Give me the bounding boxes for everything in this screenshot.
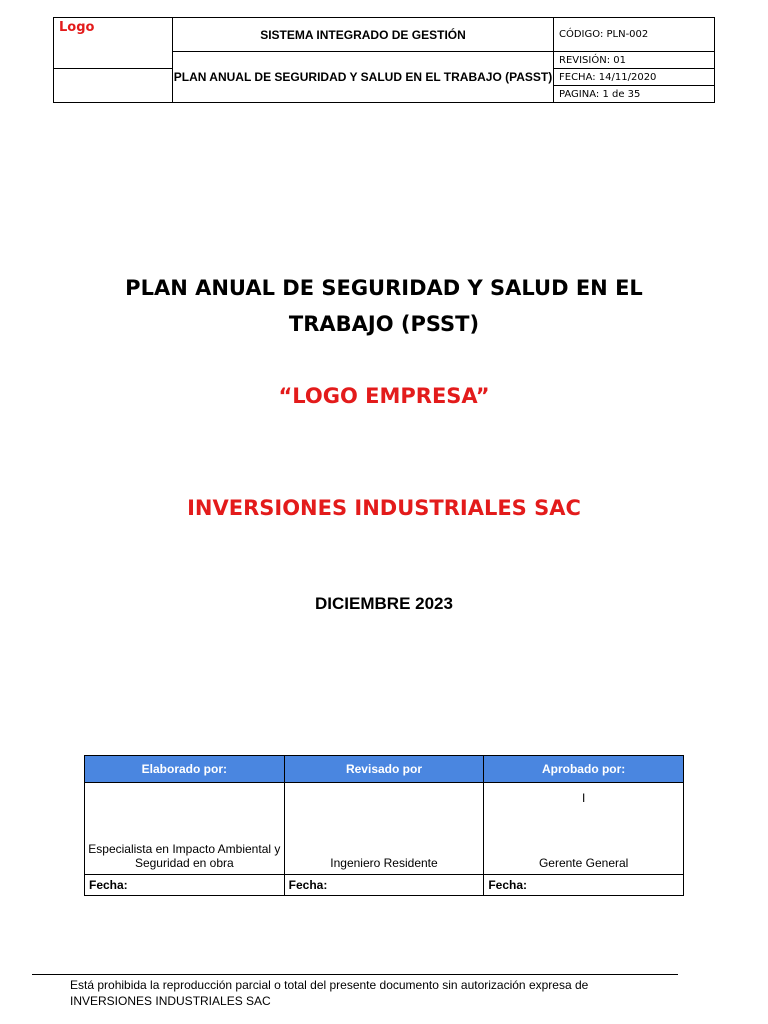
logo-cell-lower <box>54 69 173 103</box>
header-revisado: Revisado por <box>284 756 484 783</box>
signature-mark: I <box>581 791 586 805</box>
fecha-elaborado: Fecha: <box>85 875 285 896</box>
signature-table <box>84 755 684 896</box>
title-line-1: PLAN ANUAL DE SEGURIDAD Y SALUD EN EL <box>125 276 643 300</box>
plan-title-header: PLAN ANUAL DE SEGURIDAD Y SALUD EN EL TRABAJO (PASST) <box>173 52 554 103</box>
title-line-2: TRABAJO (PSST) <box>288 312 480 336</box>
role-elaborado: Especialista en Impacto Ambiental y Seguridad en obra <box>85 783 285 875</box>
role-revisado: Ingeniero Residente <box>284 783 484 875</box>
logo-cell <box>54 18 173 69</box>
document-code: CÓDIGO: PLN-002 <box>554 18 715 52</box>
logo: Logo <box>59 20 95 35</box>
approver-cell <box>484 783 684 875</box>
logo-placeholder: “LOGO EMPRESA” <box>278 384 490 408</box>
footer-notice <box>70 977 720 1009</box>
document-revision: REVISIÓN: 01 <box>554 52 715 69</box>
footer-line-2: INVERSIONES INDUSTRIALES SAC <box>70 994 271 1008</box>
header-aprobado: Aprobado por: <box>484 756 684 783</box>
document-header <box>53 17 715 103</box>
footer-divider <box>32 974 678 975</box>
footer-line-1: Está prohibida la reproducción parcial o total del presente documento sin autorización expresa de <box>70 978 589 992</box>
page-title <box>0 270 768 342</box>
fecha-revisado: Fecha: <box>284 875 484 896</box>
header-elaborado: Elaborado por: <box>85 756 285 783</box>
document-page: PAGINA: 1 de 35 <box>554 86 715 103</box>
company-name: INVERSIONES INDUSTRIALES SAC <box>187 496 581 520</box>
document-month: DICIEMBRE 2023 <box>315 594 453 613</box>
role-aprobado: Gerente General <box>538 856 629 870</box>
fecha-aprobado: Fecha: <box>484 875 684 896</box>
system-name: SISTEMA INTEGRADO DE GESTIÓN <box>173 18 554 52</box>
document-date: FECHA: 14/11/2020 <box>554 69 715 86</box>
